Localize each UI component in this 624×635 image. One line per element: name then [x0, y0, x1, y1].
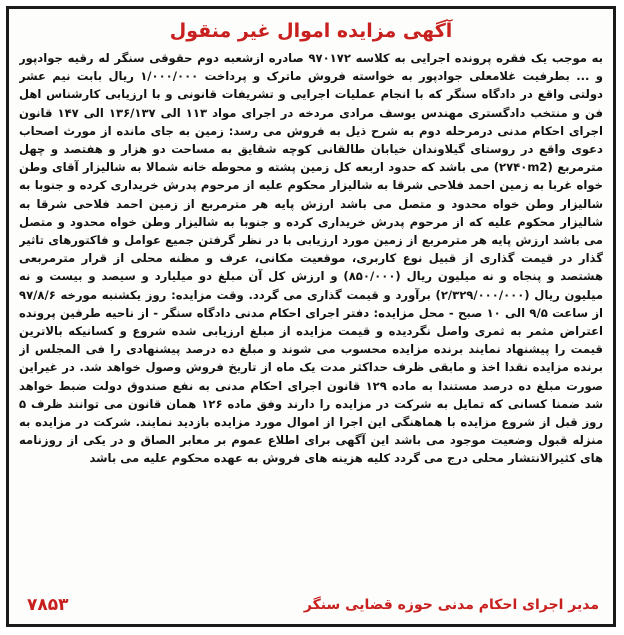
notice-footer [19, 592, 603, 618]
notice-signature: مدیر اجرای احکام مدنی حوزه قضایی سنگر [303, 597, 599, 613]
notice-body: به موجب یک فقره پرونده اجرایی به کلاسه ۹۷۰۱۷۲ صادره ازشعبه دوم حقوقی سنگر له رقیه جوادپور و ... بطرفیت غلامعلی جوادپور به خواسته فروش ماترک و پرداخت ۱/۰۰۰/۰۰۰ ریال بابت نیم عشر دولتی واقع در دادگاه سنگر که با انجام عملیات اجرایی و تشریفات قانونی و با ارزیابی کارشناس اهل فن و منتخب دادگستری مهندس یوسف مرادی مردخه در اجرای مواد ۱۱۳ الی ۱۳۶/۱۳۷ الی ۱۴۷ قانون اجرای احکام مدنی درمرحله دوم به شرح ذیل به فروش می رسد: زمین به جای مانده از مورث اصحاب دعوی واقع در روستای گیلاوندان خیابان طالقانی کوچه شقایق به مساحت دو هزار و هفتصد و چهل مترمربع (۲۷۴۰m2) می باشد که حدود اربعه کل زمین پشته و محوطه خانه شمالا به شالیزار آقای وطن خواه غربا به زمین احمد فلاحی شرقا به شالیزار محکوم علیه از مرحوم پدرش خریداری کرده و جنوبا به شالیزار وطن خواه محدود و متصل می باشد ارزش پایه هر مترمربع از زمین احمد فلاحی شرقا به شالیزار محکوم علیه که از مرحوم پدرش خریداری کرده و جنوبا به شالیزار وطن خواه محدود و متصل می باشد ارزش پایه هر مترمربع از زمین مورد ارزیابی با در نظر گرفتن جمیع عوامل و فاکتورهای تاثیر گذار در قیمت گذاری از قبیل نوع کاربری، موقعیت مکانی، عرف و مظنه محلی از قرار مترمربعی هشتصد و پنجاه و نه میلیون ریال (۸۵۰/۰۰۰) و ارزش کل آن مبلغ دو میلیارد و سیصد و بیست و نه میلیون ریال (۲/۳۲۹/۰۰۰/۰۰۰) برآورد و قیمت گذاری می گردد. وقت مزایده: روز یکشنبه مورخه ۹۷/۸/۶ از ساعت ۹/۵ الی ۱۰ صبح - محل مزایده: دفتر اجرای احکام مدنی دادگاه سنگر - از ناحیه طرفین پرونده اعتراض مثمر به ثمری واصل نگردیده و قیمت مزایده از مبلغ ارزیابی شده شروع و کسانیکه بالاترین قیمت را پیشنهاد نمایند برنده مزایده محسوب می شوند و مبلغ ده درصد پیشنهادی را فی المجلس از برنده مزایده نقدا اخذ و مابقی ظرف حداکثر مدت یک ماه از تاریخ فروش وصول خواهد شد. در غیراین صورت مبلغ ده درصد مستندا به ماده ۱۲۹ قانون اجرای احکام مدنی به نفع صندوق دولت ضبط خواهد شد ضمنا کسانی که تمایل به شرکت در مزایده را دارند وفق ماده ۱۲۶ همان قانون می توانند ظرف ۵ روز قبل از شروع مزایده با هماهنگی این اجرا از اموال مورد مزایده بازدید نمایند. شرکت در مزایده به منزله قبول وضعیت موجود می باشد این آگهی برای اطلاع عموم بر معابر الصاق و در یکی از روزنامه های کثیرالانتشار محلی درج می گردد کلیه هزینه های فروش به عهده محکوم علیه می باشد [19, 51, 603, 466]
notice-number: ۷۸۵۳ [27, 595, 69, 615]
notice-frame [6, 6, 616, 627]
notice-title: آگهی مزایده اموال غیر منقول [169, 20, 453, 42]
